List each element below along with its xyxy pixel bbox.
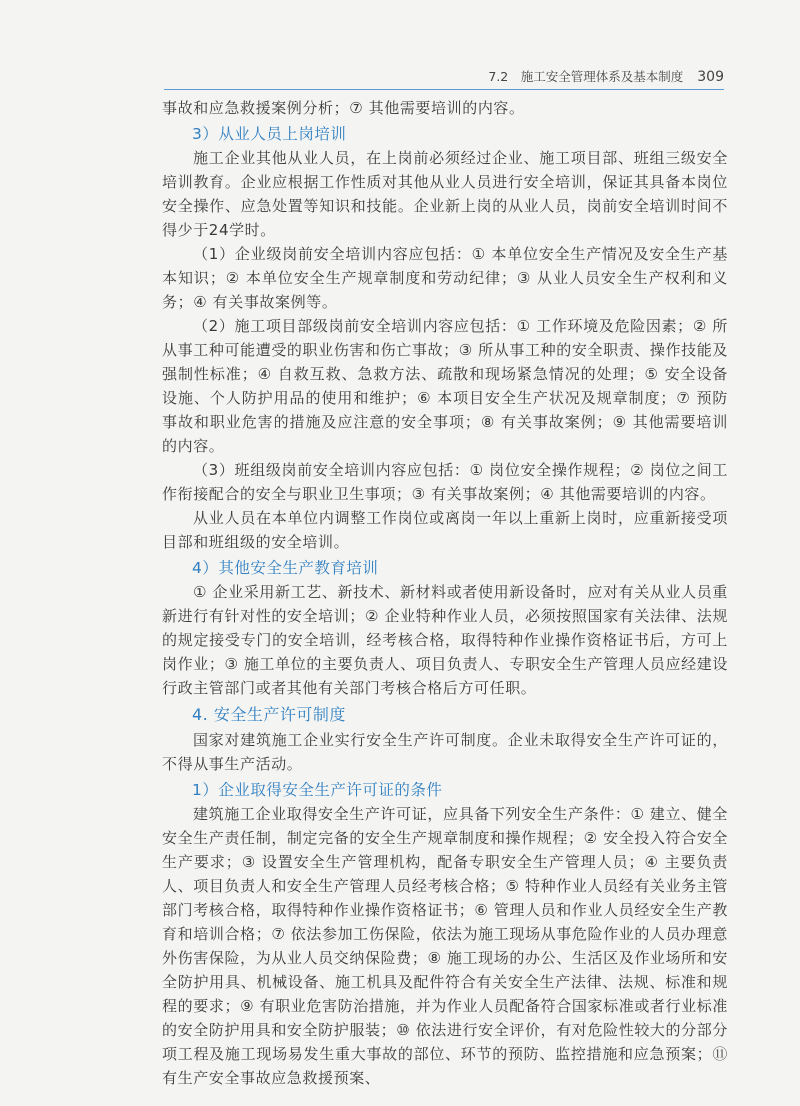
header-section-title: 7.2 施工安全管理体系及基本制度 [488, 69, 684, 84]
section-heading-safety-license-system: 4. 安全生产许可制度 [192, 705, 346, 724]
paragraph: 施工企业其他从业人员，在上岗前必须经过企业、施工项目部、班组三级安全培训教育。企业应根据工作性质对其他从业人员进行安全培训，保证其具备本岗位安全操作、应急处置等知识和技能。企业新上岗的从业人员，岗前安全培训时间不得少于24学时。 [162, 149, 728, 239]
body-text [162, 96, 728, 1090]
running-header [164, 67, 724, 90]
paragraph: 从业人员在本单位内调整工作岗位或离岗一年以上重新上岗时，应重新接受项目部和班组级的安全培训。 [162, 509, 728, 551]
subheading-staff-onboarding-training: 3）从业人员上岗培训 [192, 125, 347, 143]
paragraph: 国家对建筑施工企业实行安全生产许可制度。企业未取得安全生产许可证的，不得从事生产活动。 [162, 731, 728, 773]
subheading-license-conditions: 1）企业取得安全生产许可证的条件 [192, 781, 443, 799]
paragraph: 建筑施工企业取得安全生产许可证，应具备下列安全生产条件：① 建立、健全安全生产责任制，制定完备的安全生产规章制度和操作规程；② 安全投入符合安全生产要求；③ 设置安全生产管理机构，配备专职安全生产管理人员；④ 主要负责人、项目负责人和安全生产管理人员经考核合格；⑤ 特种作业人员经有关业务主管部门考核合格，取得特种作业操作资格证书；⑥ 管理人员和作业人员经安全生产教育和培训合格；⑦ 依法参加工伤保险，依法为施工现场从事危险作业的人员办理意外伤害保险，为从业人员交纳保险费；⑧ 施工现场的办公、生活区及作业场所和安全防护用具、机械设备、施工机具及配件符合有关安全生产法律、法规、标准和规程的要求；⑨ 有职业危害防治措施，并为作业人员配备符合国家标准或者行业标准的安全防护用具和安全防护服装；⑩ 依法进行安全评价，有对危险性较大的分部分项工程及施工现场易发生重大事故的部位、环节的预防、监控措施和应急预案；⑪ 有生产安全事故应急救援预案、 [162, 805, 728, 1087]
paragraph: （1）企业级岗前安全培训内容应包括：① 本单位安全生产情况及安全生产基本知识；② 本单位安全生产规章制度和劳动纪律；③ 从业人员安全生产权利和义务；④ 有关事故案例等。 [162, 245, 728, 311]
header-text [488, 67, 724, 85]
paragraph: （3）班组级岗前安全培训内容应包括：① 岗位安全操作规程；② 岗位之间工作衔接配合的安全与职业卫生事项；③ 有关事故案例；④ 其他需要培训的内容。 [162, 461, 728, 503]
page-number: 309 [697, 69, 724, 85]
paragraph-continued: 事故和应急救援案例分析；⑦ 其他需要培训的内容。 [162, 99, 525, 117]
paragraph: （2）施工项目部级岗前安全培训内容应包括：① 工作环境及危险因素；② 所从事工种可能遭受的职业伤害和伤亡事故；③ 所从事工种的安全职责、操作技能及强制性标准；④ 自救互救、急救方法、疏散和现场紧急情况的处理；⑤ 安全设备设施、个人防护用品的使用和维护；⑥ 本项目安全生产状况及规章制度；⑦ 预防事故和职业危害的措施及应注意的安全事项；⑧ 有关事故案例；⑨ 其他需要培训的内容。 [162, 317, 728, 455]
paragraph: ① 企业采用新工艺、新技术、新材料或者使用新设备时，应对有关从业人员重新进行有针对性的安全培训；② 企业特种作业人员，必须按照国家有关法律、法规的规定接受专门的安全培训，经考核合格，取得特种作业操作资格证书后，方可上岗作业；③ 施工单位的主要负责人、项目负责人、专职安全生产管理人员应经建设行政主管部门或者其他有关部门考核合格后方可任职。 [162, 583, 728, 697]
subheading-other-safety-training: 4）其他安全生产教育培训 [192, 559, 379, 577]
